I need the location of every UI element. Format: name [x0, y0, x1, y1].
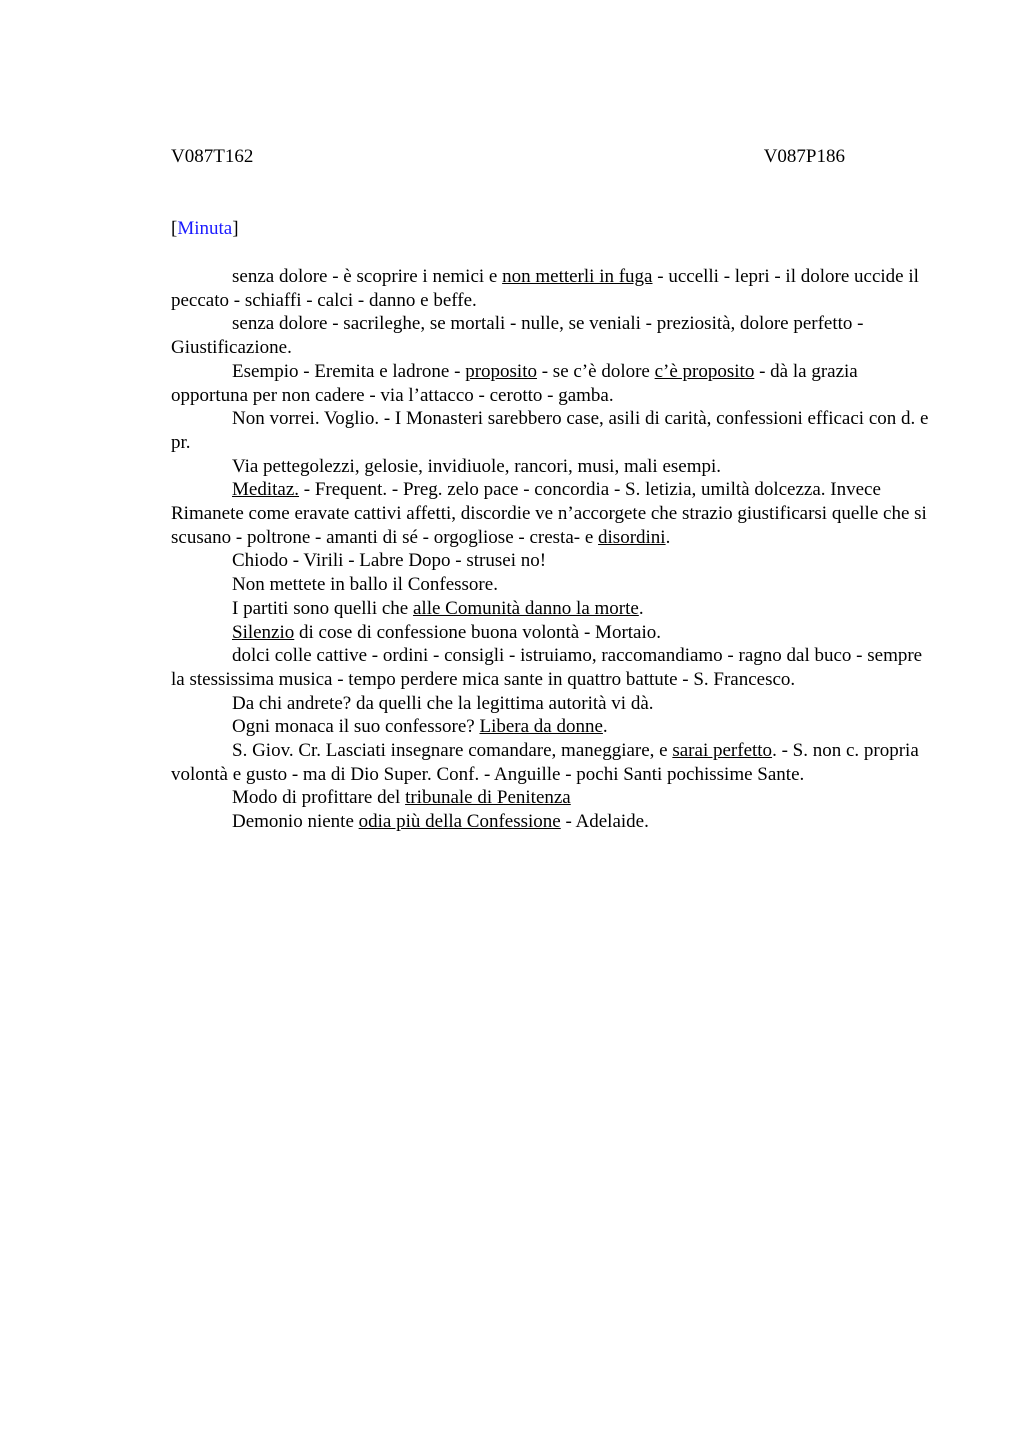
text-segment: senza dolore - è scoprire i nemici e [232, 266, 503, 287]
text-segment: - uccelli - lepri - il dolore uccide il peccato - schiaffi - calci - danno e beffe. [171, 266, 919, 311]
text-segment: Da chi andrete? da quelli che la legittima autorità vi dà. [232, 692, 654, 714]
paragraph [171, 549, 929, 573]
text-segment: . [665, 526, 671, 548]
underlined-phrase: alle Comunità danno la morte [412, 597, 639, 619]
underlined-phrase: Libera da donne [479, 716, 603, 738]
underlined-phrase: proposito [465, 360, 537, 382]
text-segment: - se c’è dolore [536, 360, 655, 382]
paragraph [171, 312, 929, 359]
paragraph [171, 715, 929, 739]
text-segment: senza dolore - sacrileghe, se mortali - nulle, se veniali - preziosità, dolore perfetto - Giustificazione. [171, 313, 864, 359]
text-segment: di cose di confessione buona volontà - Mortaio. [294, 621, 662, 643]
volume-text-code: V087T162 [171, 146, 254, 167]
paragraph [171, 786, 929, 810]
text-segment: - dà la grazia opportuna per non cadere - via l’attacco - cerotto - gamba. [171, 360, 858, 406]
bracket-open: [ [171, 218, 178, 239]
text-segment: Chiodo - Virili - Labre Dopo - strusei no! [232, 550, 547, 572]
document-codes [171, 146, 845, 170]
text-segment: S. Giov. Cr. Lasciati insegnare comandare, maneggiare, e [232, 740, 673, 762]
text-segment: dolci colle cattive - ordini - consigli - istruiamo, raccomandiamo - ragno dal buco - sempre la stessissima musica - tempo perdere mica sante in quattro battute - S. Francesco. [171, 645, 923, 690]
underlined-phrase: disordini [598, 526, 666, 548]
paragraph [171, 455, 929, 479]
paragraph [171, 810, 929, 834]
text-segment: . [602, 716, 608, 738]
section-label [171, 218, 239, 240]
bracket-close: ] [232, 218, 239, 239]
paragraph [171, 739, 929, 786]
underlined-phrase: tribunale di Penitenza [405, 787, 571, 809]
paragraph [171, 644, 929, 691]
paragraph [171, 573, 929, 597]
underlined-phrase: c’è proposito [654, 360, 755, 382]
text-segment: I partiti sono quelli che [232, 597, 413, 619]
underlined-phrase: odia più della Confessione [358, 811, 561, 833]
underlined-phrase: Meditaz. [232, 479, 300, 501]
volume-page-code: V087P186 [763, 146, 845, 167]
underlined-phrase: sarai perfetto [672, 740, 773, 762]
text-segment: . - S. non c. propria volontà e gusto - ma di Dio Super. Conf. - Anguille - pochi Santi pochissime Sante. [171, 740, 919, 785]
text-segment: Via pettegolezzi, gelosie, invidiuole, rancori, musi, mali esempi. [232, 455, 722, 477]
underlined-phrase: non metterli in fuga [502, 266, 653, 287]
text-segment: . [638, 597, 644, 619]
paragraph [171, 597, 929, 621]
text-segment: Esempio - Eremita e ladrone - [232, 360, 466, 382]
text-segment: Non mettete in ballo il Confessore. [232, 574, 498, 596]
text-segment: - Frequent. - Preg. zelo pace - concordia - S. letizia, umiltà dolcezza. Invece Rimanete come eravate cattivi affetti, discordie ve n’accorgete che strazio giustificarsi quelle che si scusano - poltrone - amanti di sé - orgogliose - cresta- e [171, 479, 927, 548]
paragraph [171, 692, 929, 716]
text-segment: - Adelaide. [560, 811, 649, 833]
text-segment: Demonio niente [232, 811, 359, 833]
manuscript-body [171, 265, 929, 834]
paragraph [171, 478, 929, 549]
text-segment: Non vorrei. Voglio. - I Monasteri sarebbero case, asili di carità, confessioni efficaci con d. e pr. [171, 408, 929, 453]
paragraph [171, 265, 929, 312]
paragraph [171, 407, 929, 454]
minuta-link[interactable]: Minuta [177, 218, 233, 239]
text-segment: Ogni monaca il suo confessore? [232, 716, 480, 738]
paragraph [171, 621, 929, 645]
underlined-phrase: Silenzio [232, 621, 295, 643]
text-segment: Modo di profittare del [232, 787, 406, 809]
paragraph [171, 360, 929, 407]
